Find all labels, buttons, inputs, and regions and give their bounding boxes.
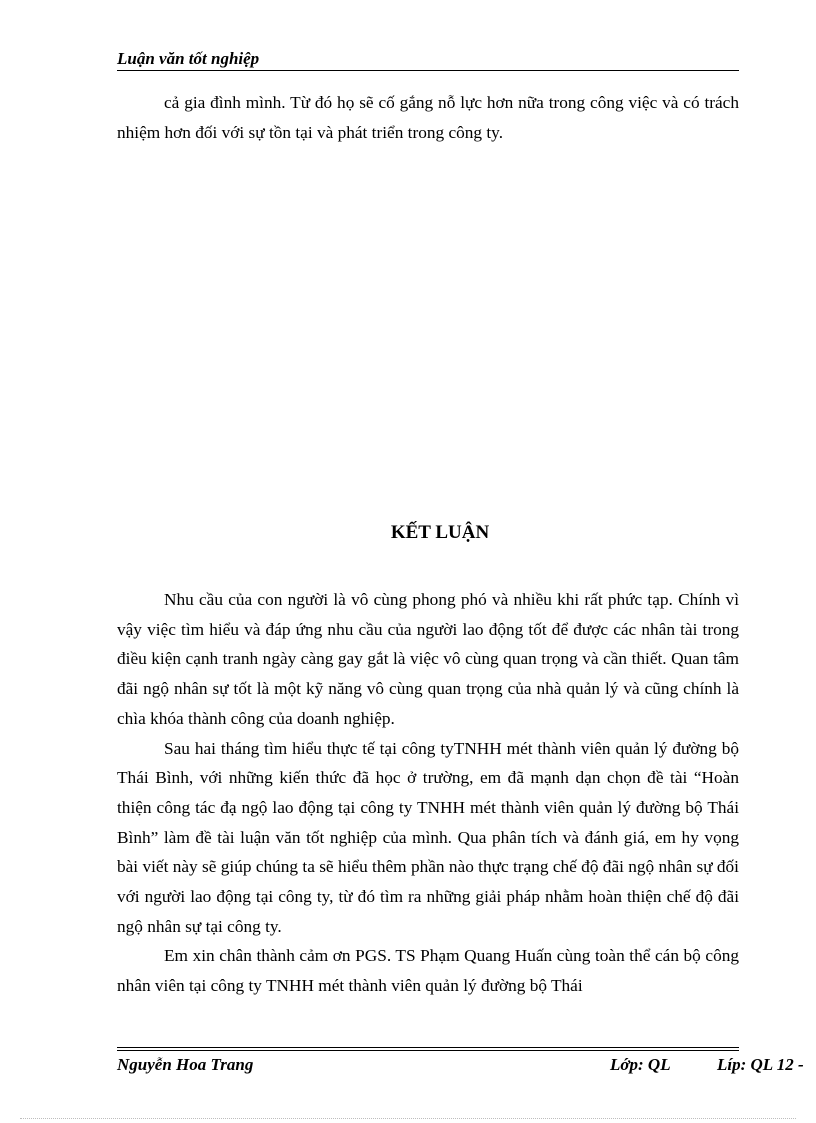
footer-class-label-2: Líp: QL 12 - <box>717 1055 804 1074</box>
footer-rule-top <box>117 1047 739 1048</box>
page-bottom-dotted-edge <box>20 1118 796 1119</box>
footer-rule-bottom <box>117 1050 739 1051</box>
conclusion-paragraph-1: Nhu cầu của con người là vô cùng phong phó và nhiều khi rất phức tạp. Chính vì vậy việc tìm hiểu và đáp ứng nhu cầu của người lao động tốt để được các nhân tài trong điều kiện cạnh tranh ngày càng gay gắt là việc vô cùng quan trọng và cần thiết. Quan tâm đãi ngộ nhân sự tốt là một kỹ năng vô cùng quan trọng của nhà quản lý và cũng chính là chìa khóa thành công của doanh nghiệp. <box>117 590 739 728</box>
conclusion-paragraph-3: Em xin chân thành cảm ơn PGS. TS Phạm Quang Huấn cùng toàn thể cán bộ công nhân viên tại công ty TNHH mét thành viên quản lý đường bộ Thái <box>117 946 739 996</box>
continuation-text-block <box>117 88 739 147</box>
footer-class-label: Lớp: QL <box>610 1055 671 1074</box>
footer-author: Nguyễn Hoa Trang <box>117 1055 254 1074</box>
running-header-title: Luận văn tốt nghiệp <box>117 49 260 68</box>
conclusion-text-block <box>117 585 739 1001</box>
conclusion-paragraph-2: Sau hai tháng tìm hiểu thực tế tại công tyTNHH mét thành viên quản lý đường bộ Thái Bình, với những kiến thức đã học ở trường, em đã mạnh dạn chọn đề tài “Hoàn thiện công tác đạ ngộ lao động tại công ty TNHH mét thành viên quản lý đường bộ Thái Bình” làm đề tài luận văn tốt nghiệp của mình. Qua phân tích và đánh giá, em hy vọng bài viết này sẽ giúp chúng ta sẽ hiểu thêm phần nào thực trạng chế độ đãi ngộ nhân sự đối với người lao động tại công ty, từ đó tìm ra những giải pháp nhằm hoàn thiện chế độ đãi ngộ nhân sự tại công ty. <box>117 738 739 936</box>
header-rule <box>117 70 739 71</box>
continuation-paragraph: cả gia đình mình. Từ đó họ sẽ cố gắng nỗ lực hơn nữa trong công việc và có trách nhiệm hơn đối với sự tồn tại và phát triển trong công ty. <box>117 93 739 142</box>
section-heading-conclusion: KẾT LUẬN <box>390 522 490 543</box>
